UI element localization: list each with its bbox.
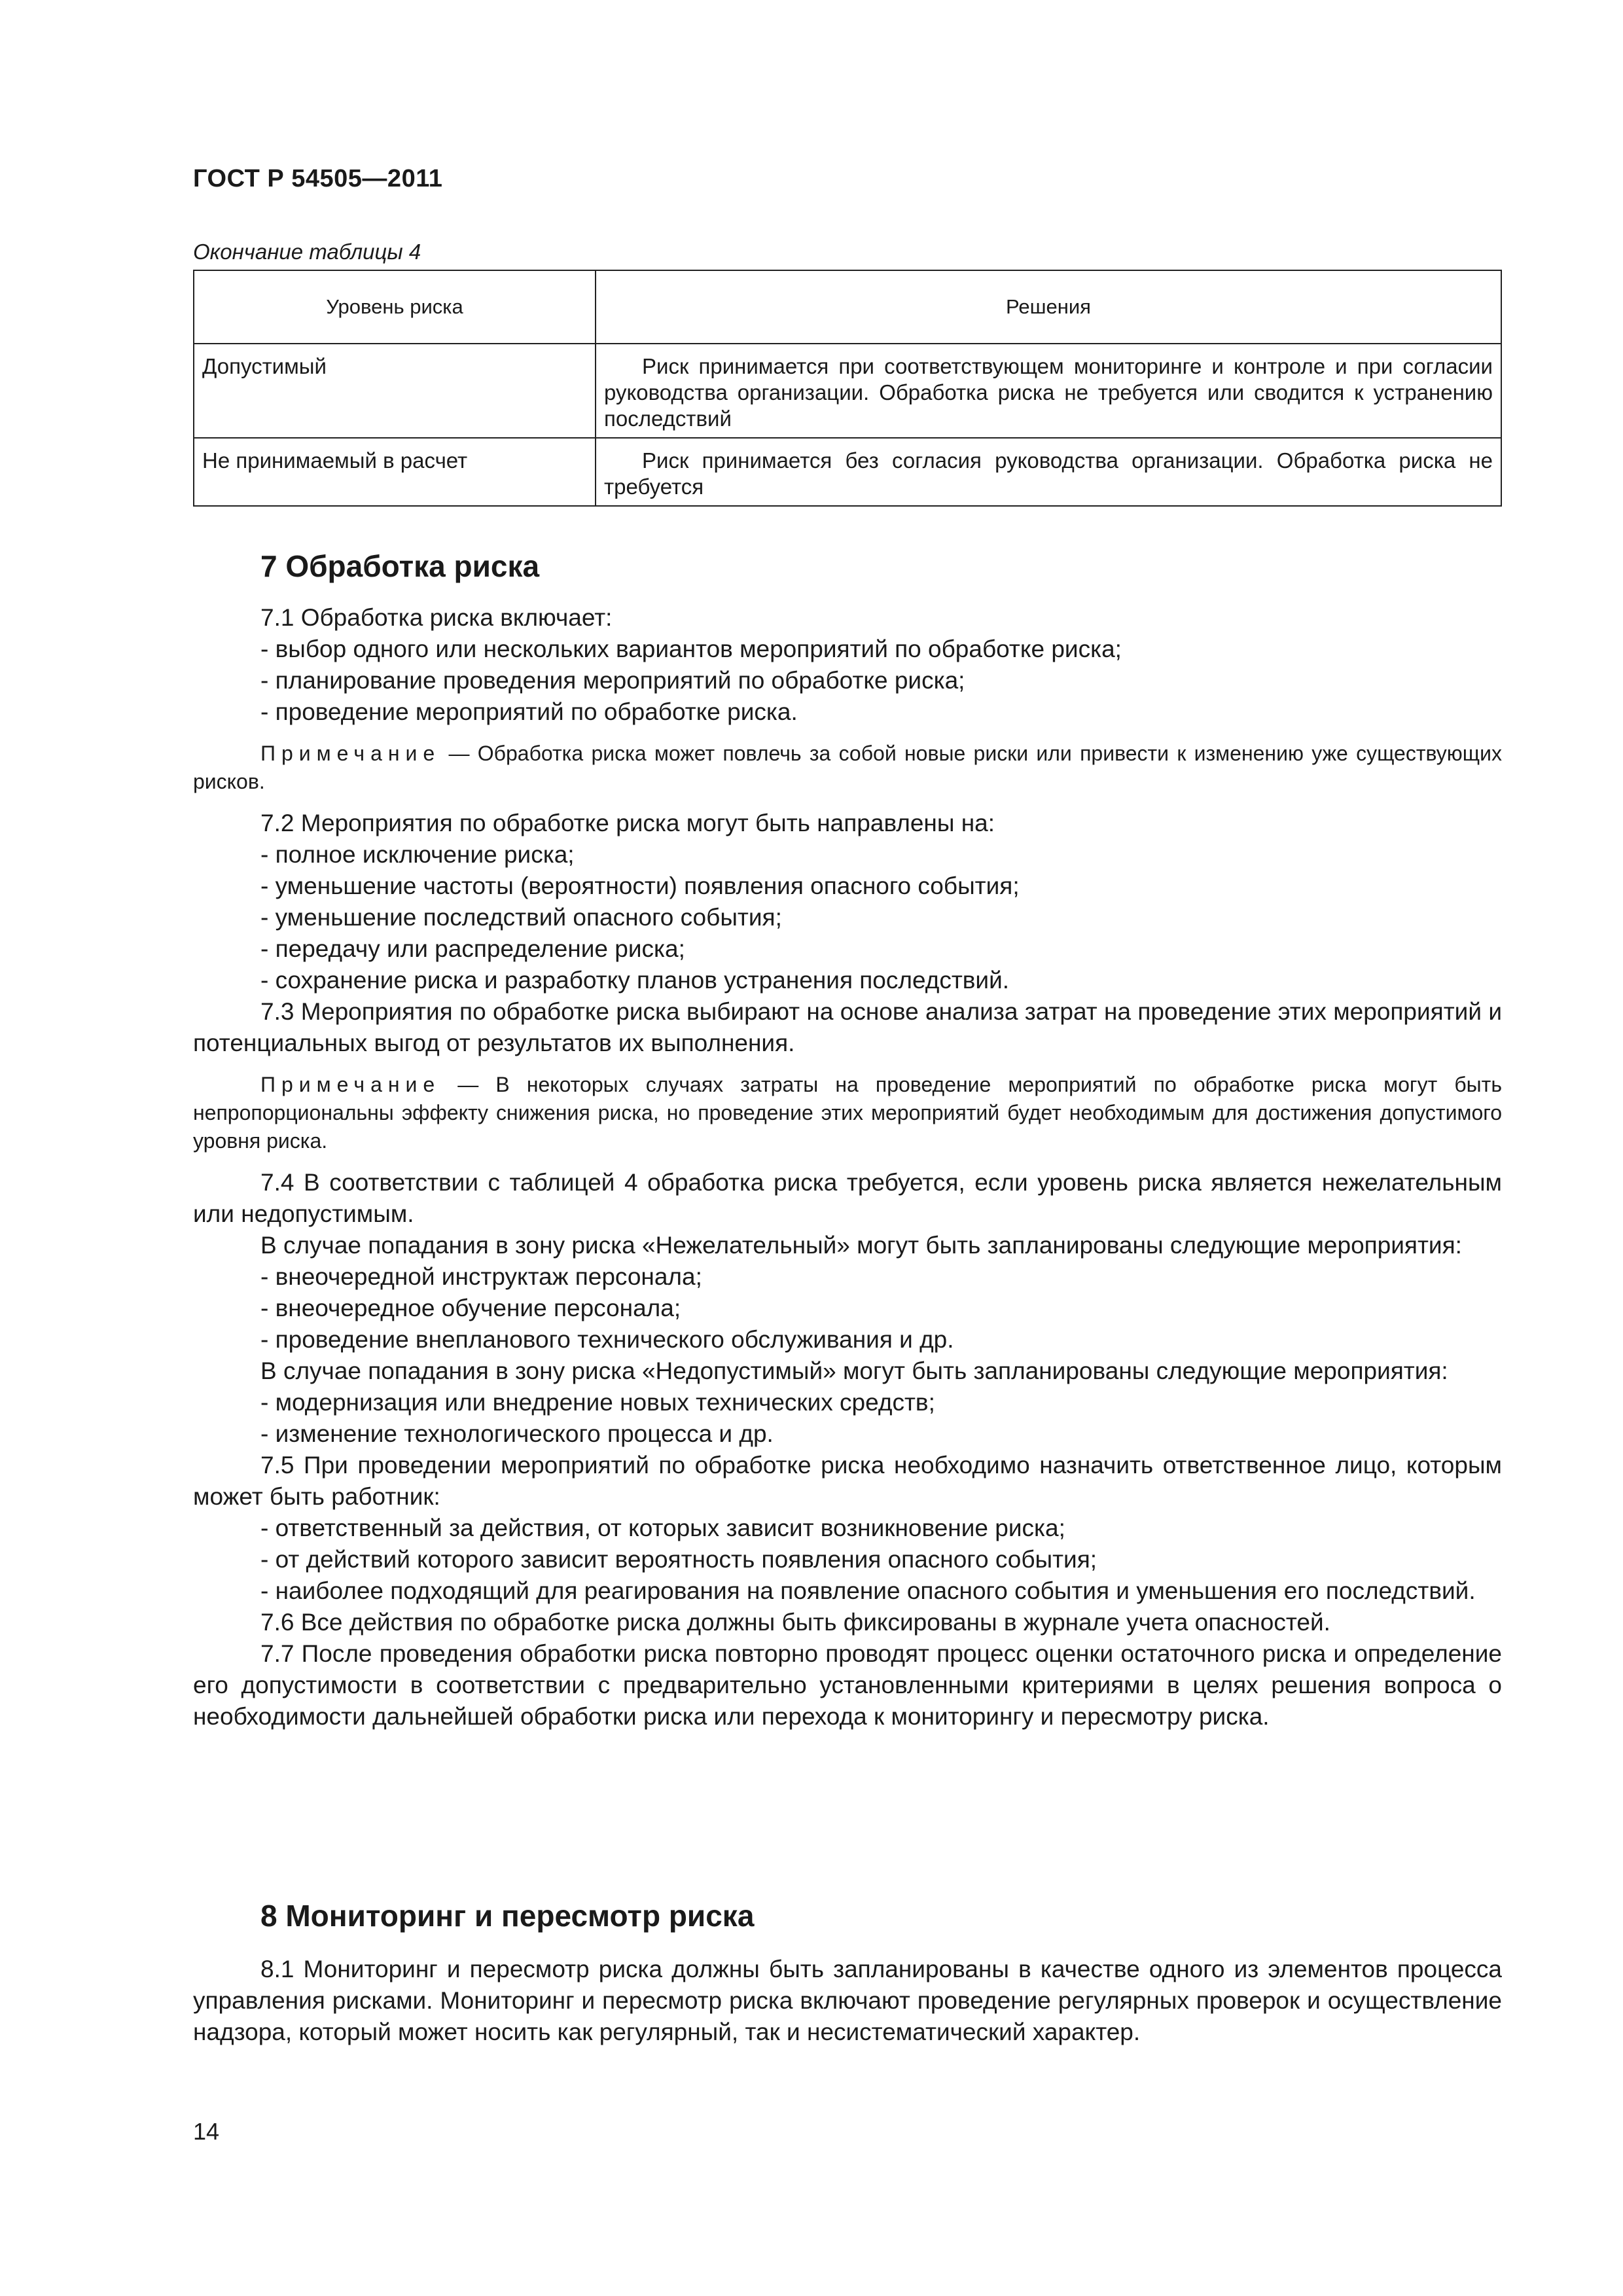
standard-header: ГОСТ Р 54505—2011 [193,165,443,192]
clause-7-4-undesirable: В случае попадания в зону риска «Нежелательный» могут быть запланированы следующие мероприятия: [260,1232,1462,1259]
list-item: - от действий которого зависит вероятность появления опасного события; [260,1546,1097,1573]
list-item: - сохранение риска и разработку планов устранения последствий. [260,967,1010,994]
list-item: - планирование проведения мероприятий по обработке риска; [260,667,965,694]
list-item: - уменьшение последствий опасного события; [260,904,782,931]
list-item: - передачу или распределение риска; [260,935,685,962]
clause-7-7: 7.7 После проведения обработки риска повторно проводят процесс оценки остаточного риска и определение его допустимости в соответствии с предварительно установленными критериями в целях решения вопроса о необходимости дальнейшей обработки риска или перехода к мониторингу и пересмотру риска. [193,1640,1502,1730]
clause-7-2: 7.2 Мероприятия по обработке риска могут быть направлены на: [260,810,995,836]
section-7-body [193,602,1502,1732]
clause-7-4: 7.4 В соответствии с таблицей 4 обработка риска требуется, если уровень риска является нежелательным или недопустимым. [193,1169,1502,1227]
list-item: - выбор одного или нескольких вариантов мероприятий по обработке риска; [260,636,1122,662]
list-item: - внеочередной инструктаж персонала; [260,1263,702,1290]
column-header-decision: Решения [596,270,1501,344]
clause-8-1: 8.1 Мониторинг и пересмотр риска должны быть запланированы в качестве одного из элементов процесса управления рисками. Мониторинг и пересмотр риска включают проведение регулярных проверок и осуществление надзора, который может носить как регулярный, так и несистематический характер. [193,1956,1502,2045]
note-label: Примечание [260,742,441,765]
clause-7-5: 7.5 При проведении мероприятий по обработке риска необходимо назначить ответственное лицо, которым может быть работник: [193,1452,1502,1510]
list-item: - проведение внепланового технического обслуживания и др. [260,1326,954,1353]
column-header-level: Уровень риска [194,270,596,344]
clause-7-1: 7.1 Обработка риска включает: [260,604,613,631]
note-label: Примечание [260,1073,441,1096]
note-text: — В некоторых случаях затраты на проведение мероприятий по обработке риска могут быть непропорциональны эффекту снижения риска, но проведение этих мероприятий будет необходимым для достижения допустимого уровня риска. [193,1073,1502,1153]
clause-7-3: 7.3 Мероприятия по обработке риска выбирают на основе анализа затрат на проведение этих мероприятий и потенциальных выгод от результатов их выполнения. [193,998,1502,1056]
table-row [194,438,1501,506]
list-item: - проведение мероприятий по обработке риска. [260,698,798,725]
risk-level-cell: Не принимаемый в расчет [194,438,596,506]
clause-7-6: 7.6 Все действия по обработке риска должны быть фиксированы в журнале учета опасностей. [260,1609,1330,1636]
section-8-title: 8 Мониторинг и пересмотр риска [260,1899,755,1933]
list-item: - наиболее подходящий для реагирования на появление опасного события и уменьшения его последствий. [260,1577,1476,1604]
section-8-body [193,1954,1502,2048]
table-caption: Окончание таблицы 4 [193,240,421,264]
list-item: - уменьшение частоты (вероятности) появления опасного события; [260,872,1020,899]
list-item: - модернизация или внедрение новых технических средств; [260,1389,935,1416]
risk-level-cell: Допустимый [194,344,596,438]
note-1 [193,740,1502,796]
table-header-row [194,270,1501,344]
list-item: - ответственный за действия, от которых зависит возникновение риска; [260,1515,1065,1541]
page-number: 14 [193,2118,220,2145]
table-row [194,344,1501,438]
note-text: — Обработка риска может повлечь за собой новые риски или привести к изменению уже существующих рисков. [193,742,1502,793]
section-7-title: 7 Обработка риска [260,549,540,583]
risk-table [193,270,1502,507]
decision-cell: Риск принимается без согласия руководства организации. Обработка риска не требуется [596,438,1501,506]
list-item: - полное исключение риска; [260,841,575,868]
decision-cell: Риск принимается при соответствующем мониторинге и контроле и при согласии руководства организации. Обработка риска не требуется или сводится к устранению последствий [596,344,1501,438]
list-item: - внеочередное обучение персонала; [260,1295,681,1321]
list-item: - изменение технологического процесса и др. [260,1420,774,1447]
clause-7-4-unacceptable: В случае попадания в зону риска «Недопустимый» могут быть запланированы следующие мероприятия: [260,1357,1448,1384]
note-2 [193,1071,1502,1155]
